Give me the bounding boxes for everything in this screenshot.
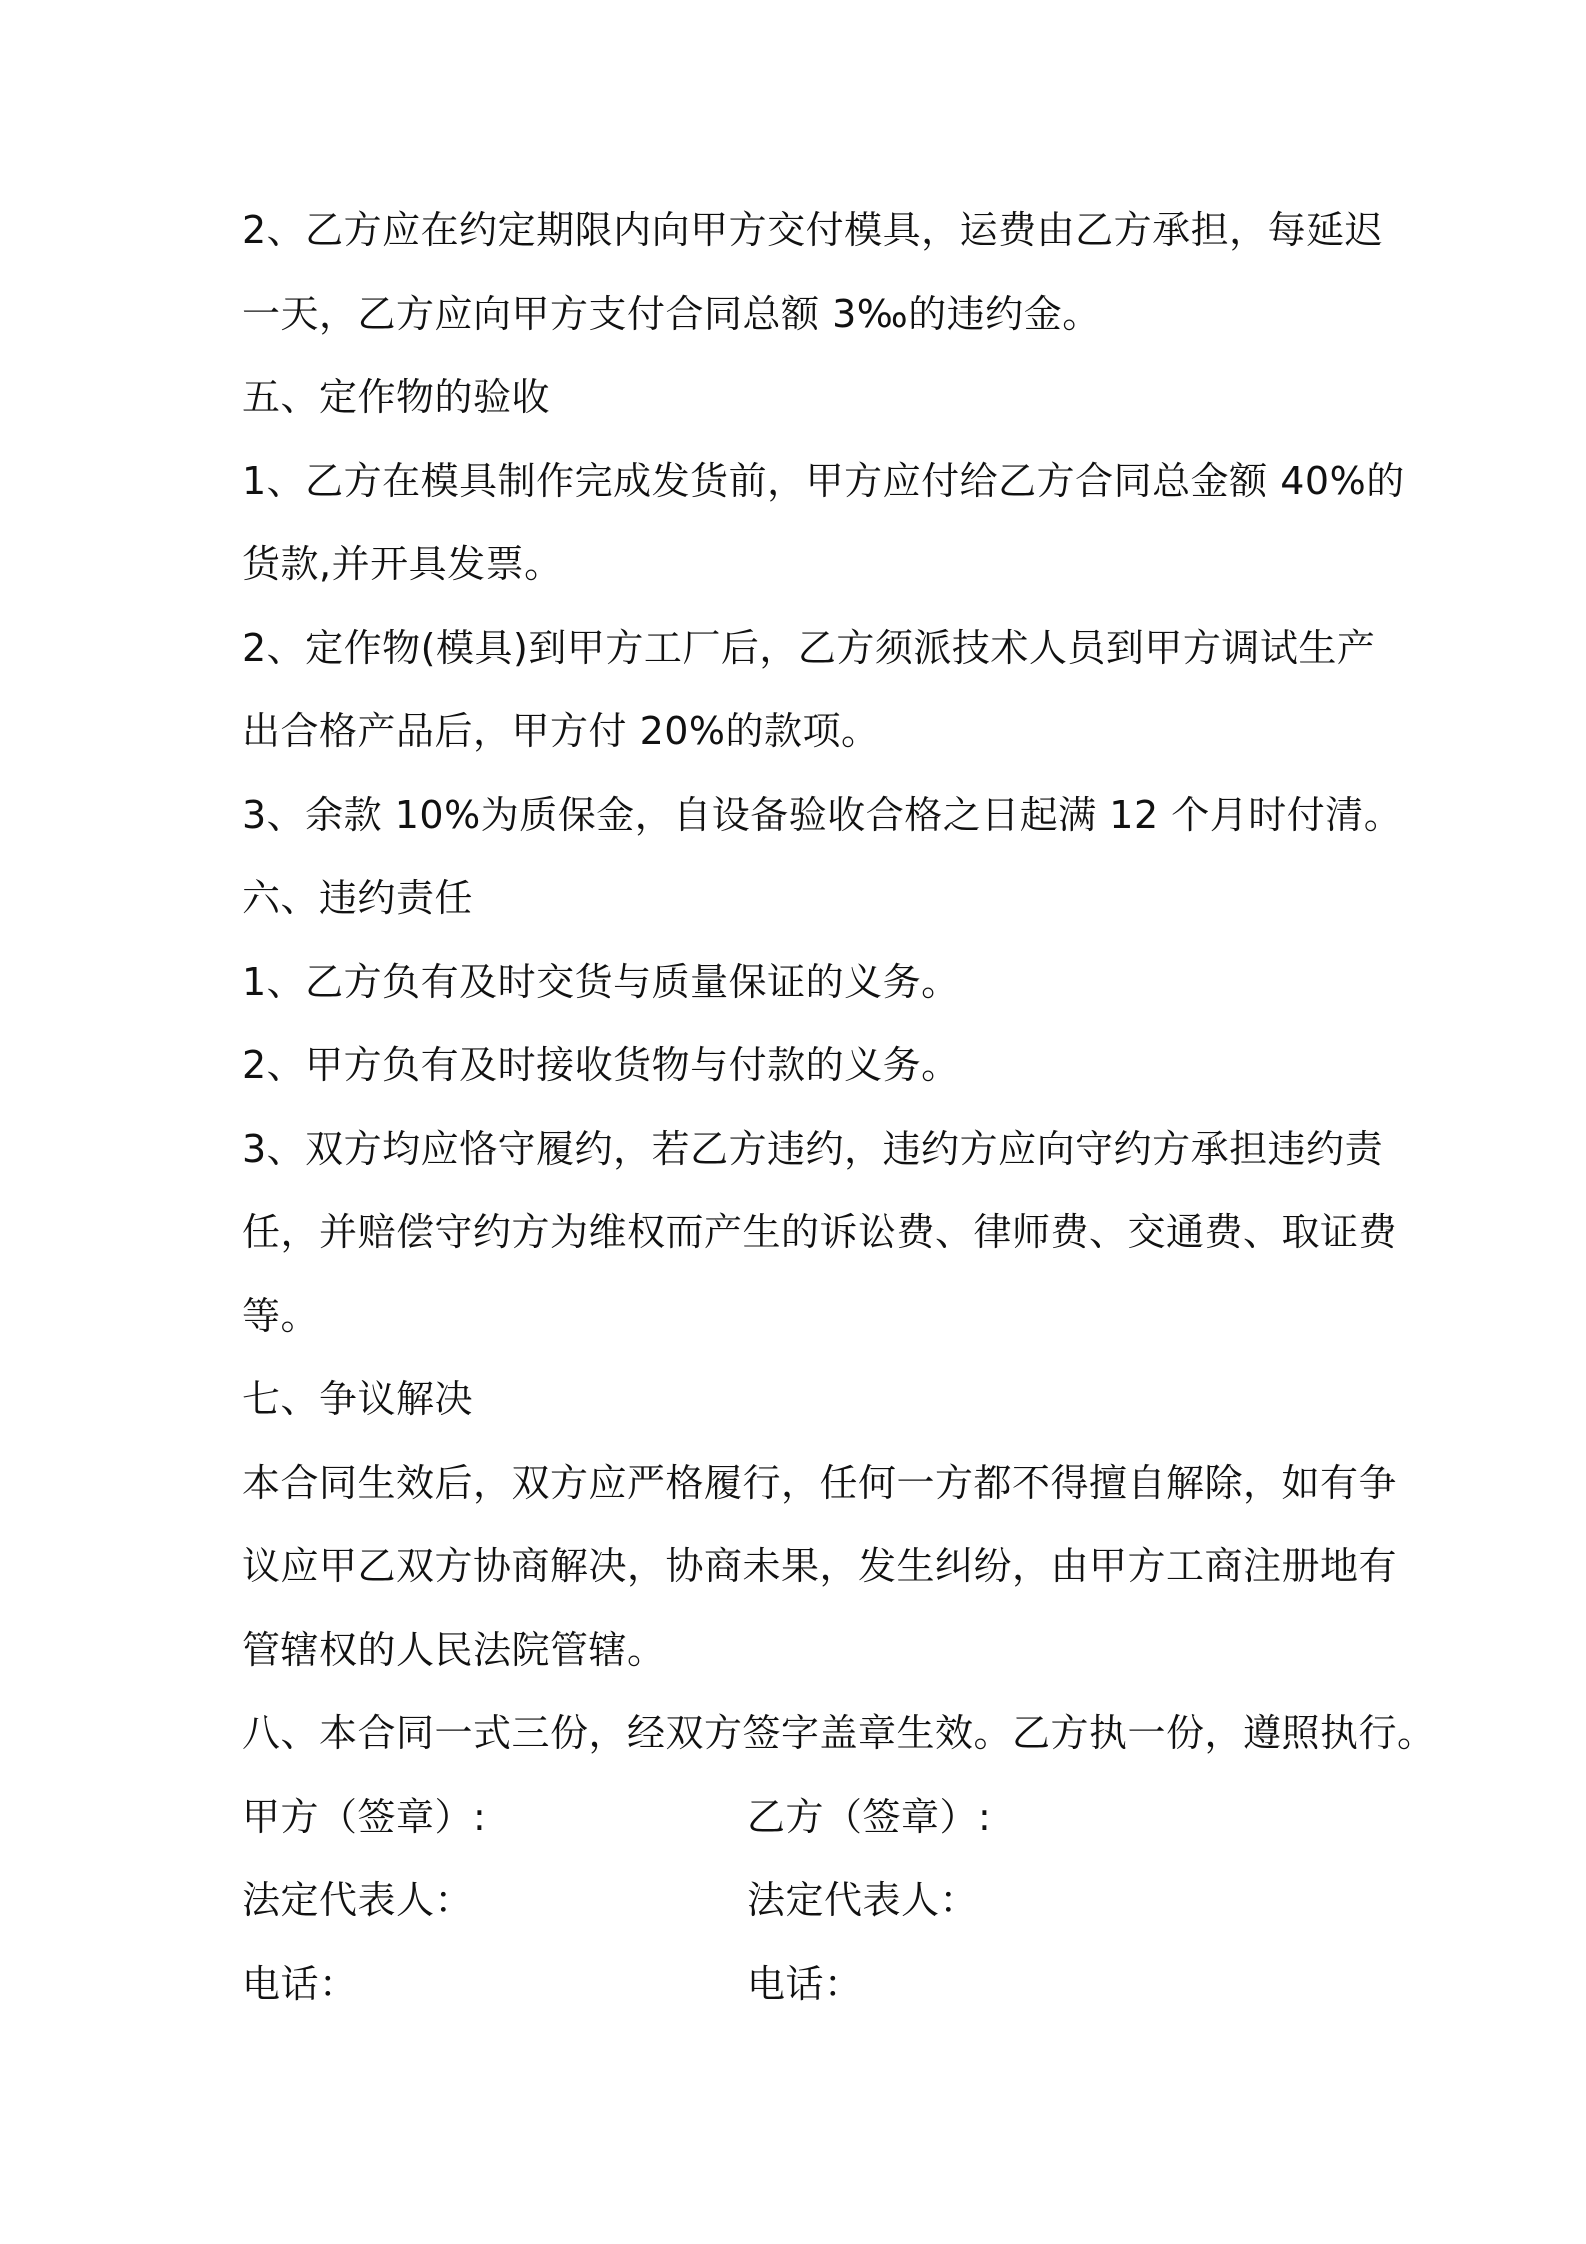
party-b-representative-label: 法定代表人：	[747, 1878, 979, 1922]
party-b-phone-label: 电话：	[747, 1962, 863, 2006]
signature-row-phone	[242, 1954, 1362, 2014]
signature-row-representative	[242, 1870, 1362, 1930]
section-6-heading: 六、违约责任	[242, 876, 474, 920]
section-7-text-line-2: 议应甲乙双方协商解决，协商未果，发生纠纷，由甲方工商注册地有	[242, 1544, 1398, 1588]
party-a-seal-label: 甲方（签章）:	[242, 1795, 487, 1839]
clause-6-3-line-2: 任，并赔偿守约方为维权而产生的诉讼费、律师费、交通费、取证费	[242, 1210, 1398, 1254]
party-a-representative-label: 法定代表人：	[242, 1878, 474, 1922]
section-5-heading: 五、定作物的验收	[242, 375, 551, 419]
section-7-text-line-3: 管辖权的人民法院管辖。	[242, 1628, 666, 1672]
party-a-phone-label: 电话：	[242, 1962, 358, 2006]
clause-5-1-line-1: 1、乙方在模具制作完成发货前，甲方应付给乙方合同总金额 40%的	[242, 459, 1405, 503]
clause-4-2-line-1: 2、乙方应在约定期限内向甲方交付模具，运费由乙方承担，每延迟	[242, 208, 1384, 252]
clause-4-2-line-2: 一天，乙方应向甲方支付合同总额 3‰的违约金。	[242, 292, 1101, 336]
clause-6-2: 2、甲方负有及时接收货物与付款的义务。	[242, 1043, 960, 1087]
section-7-text-line-1: 本合同生效后，双方应严格履行，任何一方都不得擅自解除，如有争	[242, 1461, 1398, 1505]
section-8-text: 八、本合同一式三份，经双方签字盖章生效。乙方执一份，遵照执行。	[242, 1711, 1436, 1755]
signature-row-seal	[242, 1787, 1362, 1847]
clause-5-2-line-2: 出合格产品后，甲方付 20%的款项。	[242, 709, 880, 753]
section-7-heading: 七、争议解决	[242, 1377, 474, 1421]
clause-5-1-line-2: 货款,并开具发票。	[242, 542, 563, 586]
clause-6-3-line-1: 3、双方均应恪守履约，若乙方违约，违约方应向守约方承担违约责	[242, 1127, 1384, 1171]
clause-6-3-line-3: 等。	[242, 1294, 320, 1338]
clause-5-2-line-1: 2、定作物(模具)到甲方工厂后，乙方须派技术人员到甲方调试生产	[242, 626, 1376, 670]
clause-6-1: 1、乙方负有及时交货与质量保证的义务。	[242, 960, 960, 1004]
clause-5-3: 3、余款 10%为质保金，自设备验收合格之日起满 12 个月时付清。	[242, 793, 1403, 837]
party-b-seal-label: 乙方（签章）:	[747, 1795, 992, 1839]
